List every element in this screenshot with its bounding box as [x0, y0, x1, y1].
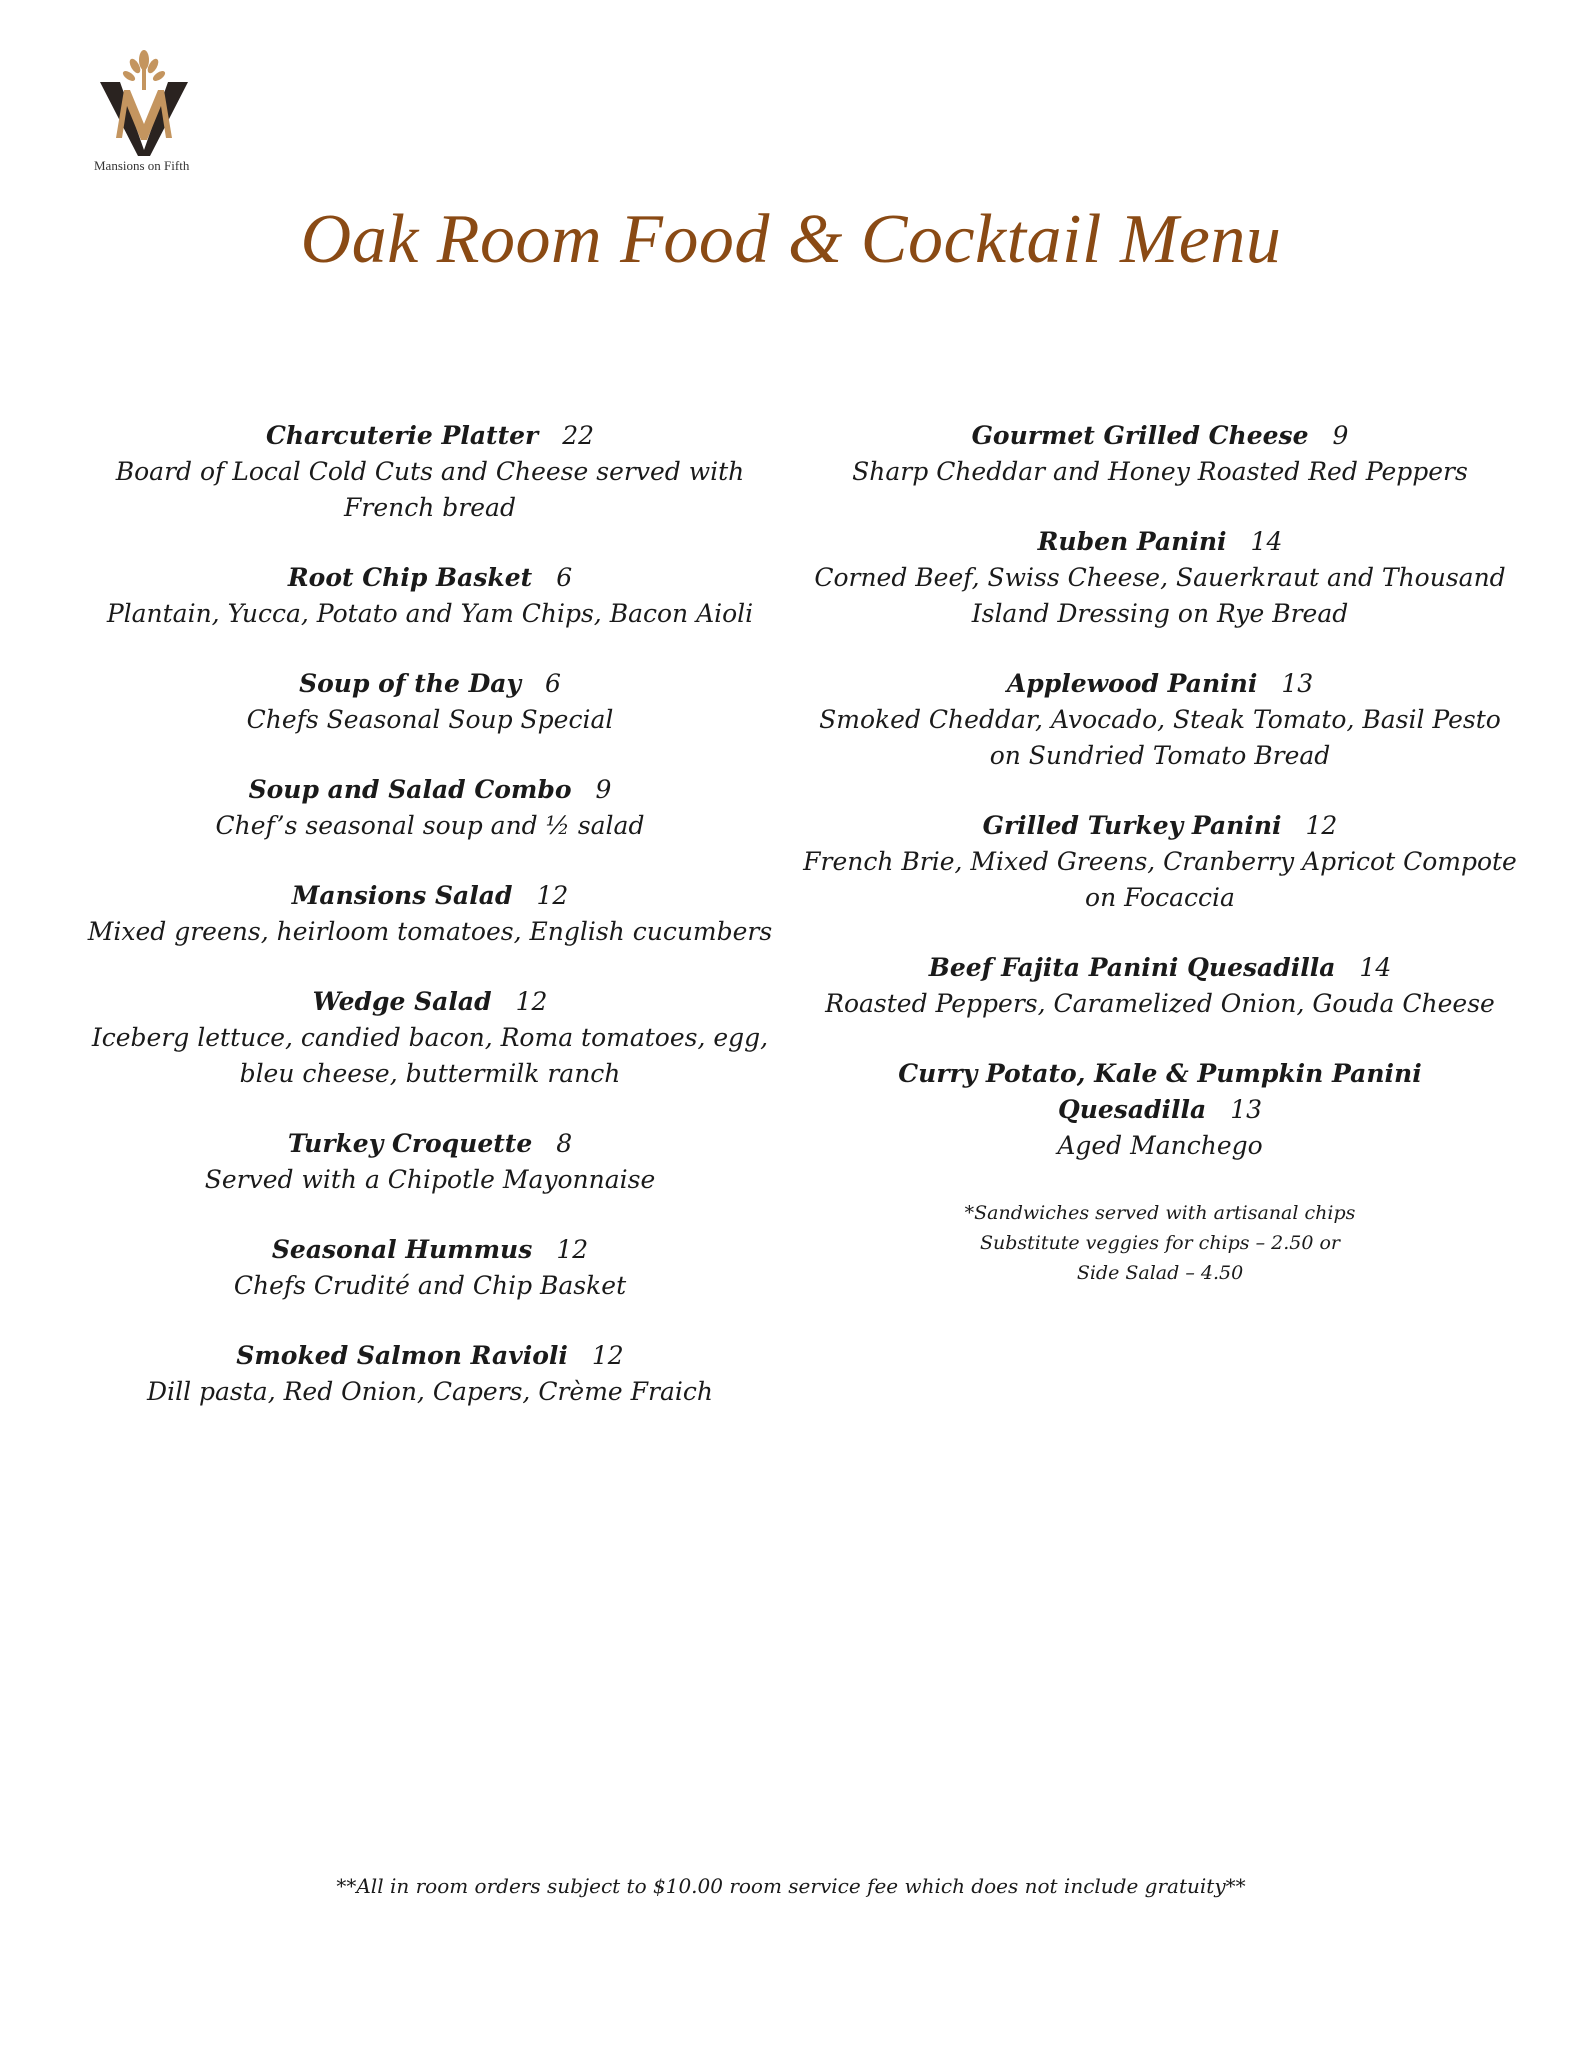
right-items [800, 418, 1520, 1164]
menu-item-name: Charcuterie Platter [265, 421, 539, 450]
menu-item-header [800, 524, 1520, 560]
menu-item-price: 6 [556, 563, 573, 592]
menu-item-name: Seasonal Hummus [271, 1235, 533, 1264]
menu-item [80, 1338, 780, 1410]
menu-item-price: 12 [591, 1341, 624, 1370]
menu-item-name: Soup and Salad Combo [248, 775, 572, 804]
menu-item-header [80, 772, 780, 808]
menu-item-header [80, 1126, 780, 1162]
menu-item-description: Corned Beef, Swiss Cheese, Sauerkraut and Thousand Island Dressing on Rye Bread [814, 563, 1506, 628]
menu-item-header [80, 1338, 780, 1374]
menu-item-name: Curry Potato, Kale & Pumpkin Panini Quesadilla [898, 1059, 1422, 1124]
menu-title: Oak Room Food & Cocktail Menu [300, 201, 1282, 278]
menu-item-name: Wedge Salad [312, 987, 492, 1016]
menu-column-right [800, 418, 1520, 1288]
menu-item-name: Smoked Salmon Ravioli [236, 1341, 568, 1370]
menu-item-name: Turkey Croquette [287, 1129, 533, 1158]
menu-item [80, 560, 780, 632]
menu-item-header [80, 878, 780, 914]
sandwich-note-line: Substitute veggies for chips – 2.50 or [980, 1232, 1340, 1254]
menu-item-header [80, 418, 780, 454]
menu-item-price: 13 [1281, 669, 1314, 698]
menu-item-header [80, 666, 780, 702]
menu-item [800, 808, 1520, 916]
menu-item-header [800, 418, 1520, 454]
menu-item-price: 9 [1332, 421, 1349, 450]
menu-item-description: French Brie, Mixed Greens, Cranberry Apricot Compote on Focaccia [803, 847, 1517, 912]
menu-item-description: Sharp Cheddar and Honey Roasted Red Peppers [852, 457, 1468, 486]
menu-item-price: 13 [1230, 1095, 1263, 1124]
menu-item [80, 1126, 780, 1198]
menu-item-description: Mixed greens, heirloom tomatoes, English cucumbers [87, 917, 773, 946]
menu-item-header [800, 1056, 1520, 1128]
menu-item [800, 666, 1520, 774]
menu-item-name: Gourmet Grilled Cheese [971, 421, 1309, 450]
menu-item-price: 14 [1359, 953, 1392, 982]
menu-item-description: Smoked Cheddar, Avocado, Steak Tomato, Basil Pesto on Sundried Tomato Bread [819, 705, 1501, 770]
menu-item-description: Aged Manchego [1057, 1131, 1263, 1160]
menu-item [800, 524, 1520, 632]
menu-item-description: Roasted Peppers, Caramelized Onion, Gouda Cheese [825, 989, 1495, 1018]
menu-item [80, 1232, 780, 1304]
menu-item-description: Dill pasta, Red Onion, Capers, Crème Fraich [147, 1377, 713, 1406]
menu-column-left [80, 418, 780, 1444]
menu-item-description: Chef’s seasonal soup and ½ salad [215, 811, 645, 840]
menu-item-header [80, 984, 780, 1020]
menu-item [80, 666, 780, 738]
brand-logo [94, 46, 214, 176]
room-service-footer: **All in room orders subject to $10.00 room service fee which does not include gratuity** [336, 1874, 1246, 1898]
menu-item-name: Mansions Salad [291, 881, 513, 910]
menu-item [800, 950, 1520, 1022]
menu-item [800, 418, 1520, 490]
menu-item-price: 9 [595, 775, 612, 804]
menu-item-price: 12 [1305, 811, 1338, 840]
menu-item-price: 12 [556, 1235, 589, 1264]
menu-item [80, 772, 780, 844]
menu-item-price: 12 [515, 987, 548, 1016]
sandwich-note-line: Side Salad – 4.50 [1076, 1262, 1244, 1284]
menu-item-name: Root Chip Basket [287, 563, 533, 592]
sandwich-note-line: *Sandwiches served with artisanal chips [964, 1202, 1356, 1224]
menu-item [80, 418, 780, 526]
menu-item-name: Beef Fajita Panini Quesadilla [928, 953, 1336, 982]
menu-item-price: 6 [545, 669, 561, 698]
menu-item-header [800, 666, 1520, 702]
mansions-monogram-logo-icon [94, 46, 194, 156]
menu-item-price: 8 [556, 1129, 573, 1158]
menu-item-price: 22 [562, 421, 595, 450]
menu-item-description: Iceberg lettuce, candied bacon, Roma tomatoes, egg, bleu cheese, buttermilk ranch [91, 1023, 769, 1088]
sandwich-note [800, 1198, 1520, 1288]
menu-item-description: Board of Local Cold Cuts and Cheese served with French bread [115, 457, 745, 522]
menu-item [80, 878, 780, 950]
menu-item-description: Chefs Seasonal Soup Special [246, 705, 614, 734]
menu-item-name: Soup of the Day [299, 669, 522, 698]
menu-item-description: Served with a Chipotle Mayonnaise [204, 1165, 656, 1194]
menu-item-description: Plantain, Yucca, Potato and Yam Chips, Bacon Aioli [106, 599, 754, 628]
menu-item-description: Chefs Crudité and Chip Basket [233, 1271, 627, 1300]
menu-item-header [800, 808, 1520, 844]
menu-item-header [80, 560, 780, 596]
brand-name: Mansions on Fifth [94, 158, 190, 173]
menu-item [80, 984, 780, 1092]
menu-item-name: Applewood Panini [1006, 669, 1258, 698]
menu-item-header [800, 950, 1520, 986]
menu-item-name: Grilled Turkey Panini [982, 811, 1282, 840]
menu-item-name: Ruben Panini [1037, 527, 1227, 556]
menu-item [800, 1056, 1520, 1164]
menu-item-price: 14 [1250, 527, 1283, 556]
menu-item-price: 12 [536, 881, 569, 910]
menu-item-header [80, 1232, 780, 1268]
